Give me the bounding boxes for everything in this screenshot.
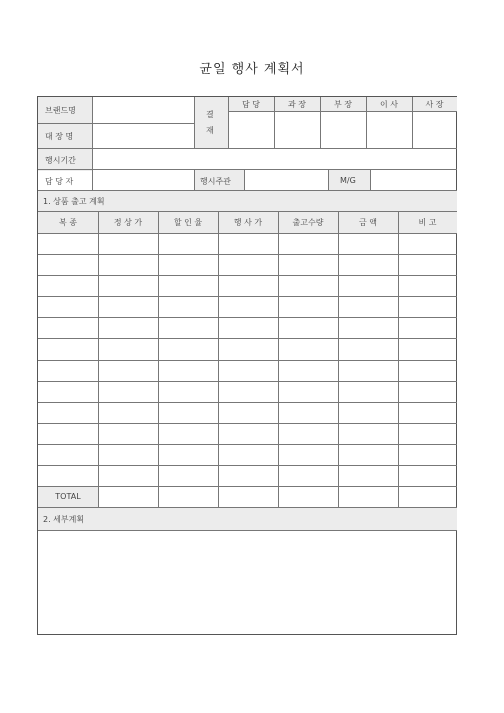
event-host-label: 행시주관	[200, 177, 231, 186]
plan-form	[37, 96, 457, 635]
approval-label-2: 재	[206, 126, 214, 135]
brand-name-label: 브랜드명	[45, 106, 76, 115]
approval-label-bg	[194, 97, 228, 148]
section2-title-bg	[38, 507, 457, 530]
store-name-label: 대 장 명	[45, 132, 74, 141]
section1-title: 1. 상품 출고 계획	[43, 197, 105, 206]
column-header-remarks: 비 고	[418, 218, 437, 227]
column-header-category: 복 종	[59, 218, 77, 227]
total-label: TOTAL	[55, 492, 81, 501]
column-header-discount-rate: 할 인 율	[173, 218, 203, 227]
event-period-label: 행시기간	[45, 156, 76, 165]
column-header-shipment-qty: 출고수량	[292, 218, 324, 227]
page-title: 균일 행사 계획서	[199, 62, 305, 77]
approver-department-head: 부 장	[334, 100, 352, 109]
approver-staff: 담 당	[242, 100, 260, 109]
approver-president: 사 장	[425, 100, 444, 109]
approver-section-chief: 과 장	[288, 100, 306, 109]
manager-label: 담 당 자	[45, 177, 74, 186]
column-header-regular-price: 정 상 가	[113, 218, 143, 227]
section2-title: 2. 세부계획	[43, 515, 85, 524]
approval-label-1: 결	[206, 110, 214, 119]
approver-director: 이 사	[380, 100, 398, 109]
column-header-amount: 금 액	[359, 218, 377, 227]
mg-label: M/G	[340, 176, 356, 185]
column-header-event-price: 행 사 가	[233, 218, 263, 227]
